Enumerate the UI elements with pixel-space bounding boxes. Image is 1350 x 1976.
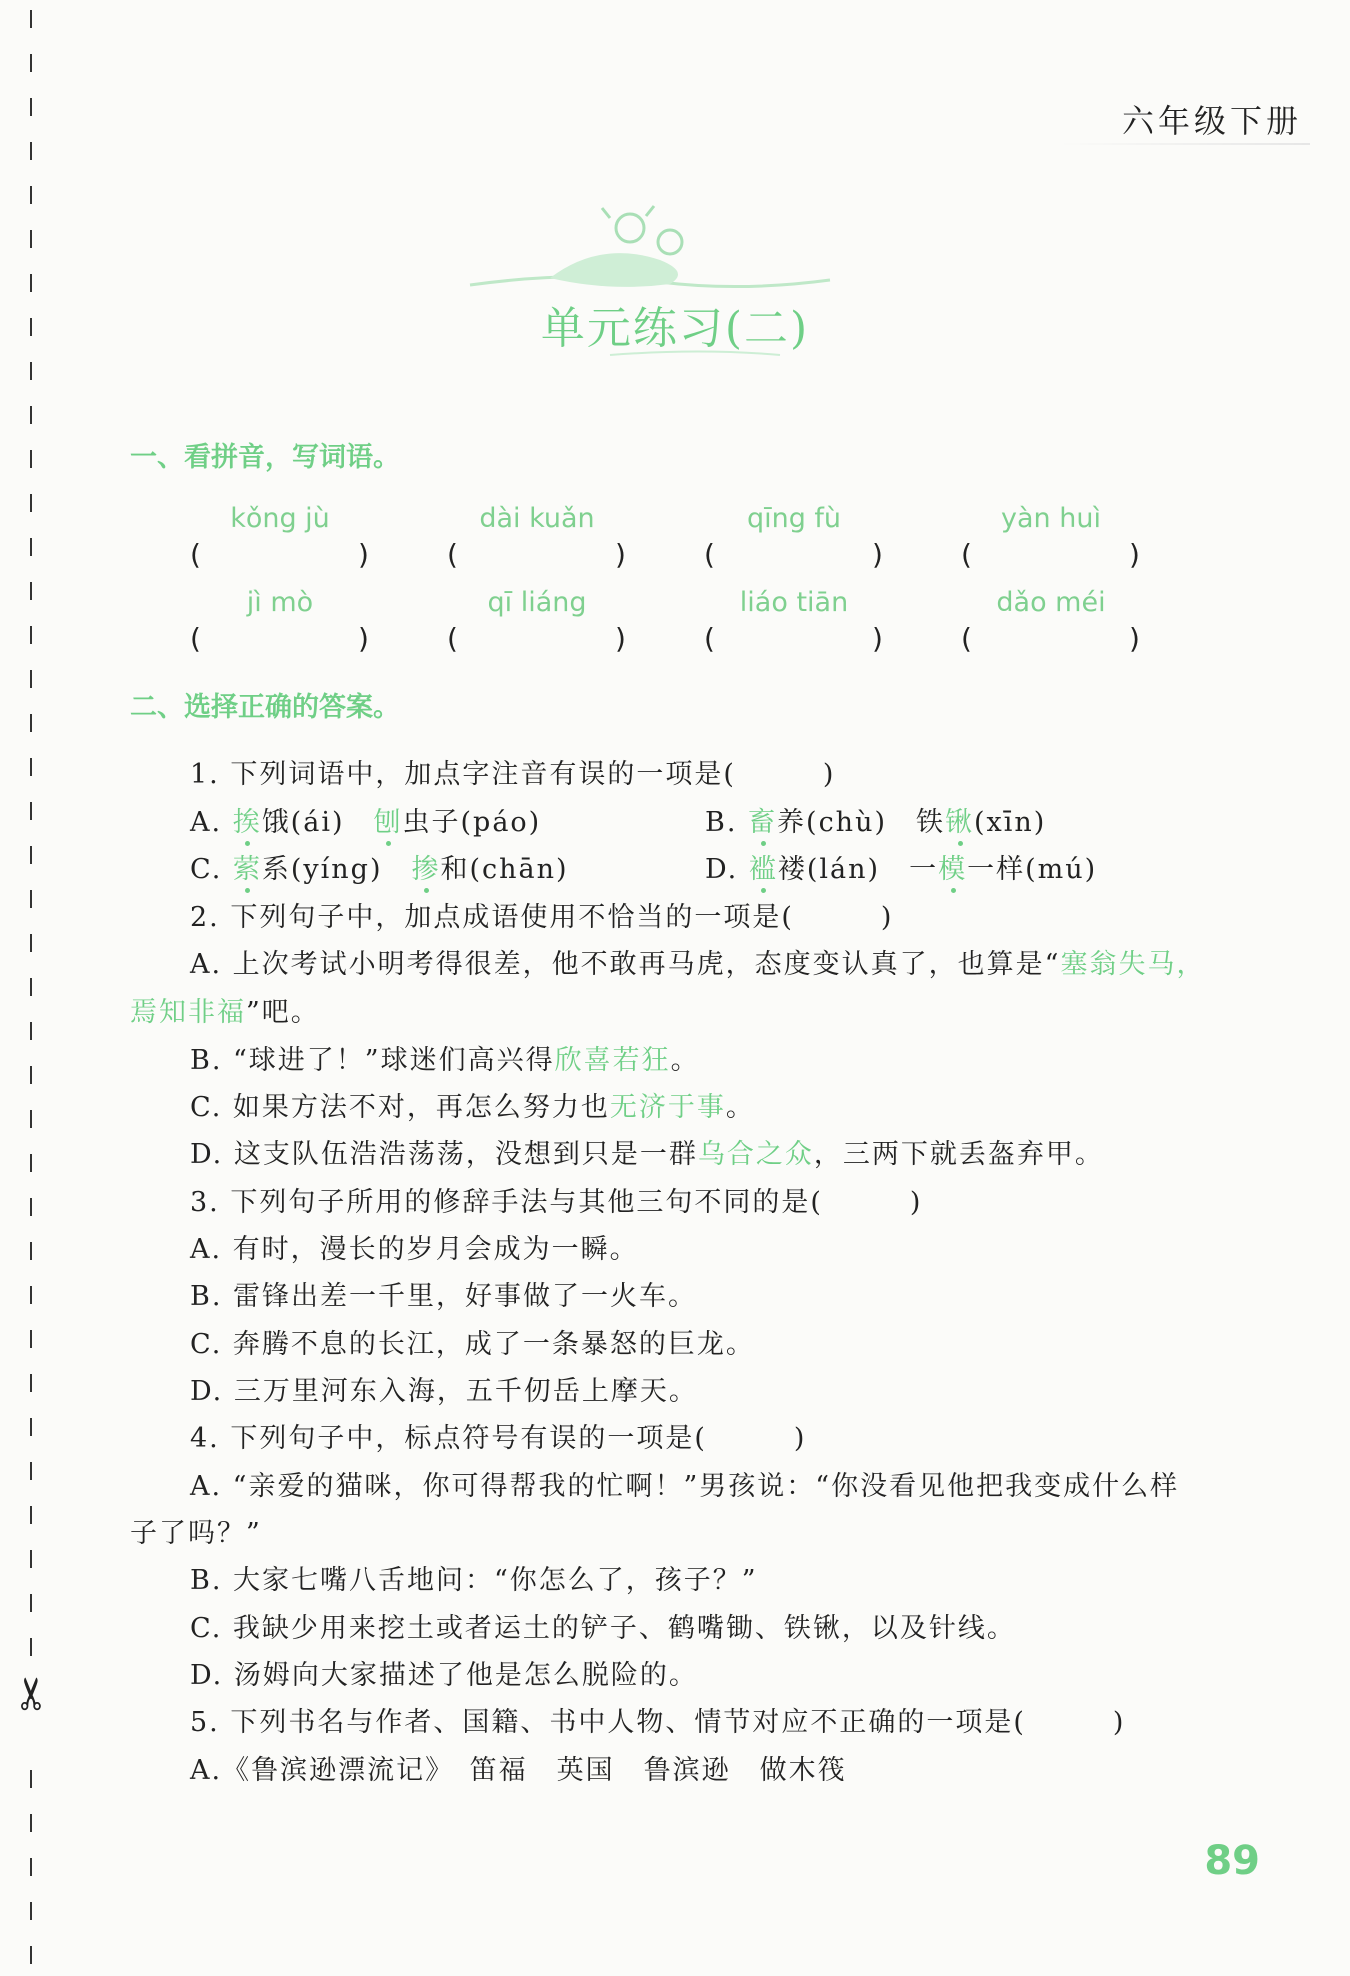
cut-line-dash bbox=[30, 1154, 32, 1172]
cut-line-dash bbox=[30, 274, 32, 292]
cut-line-dash bbox=[30, 1242, 32, 1260]
cut-line-dash bbox=[30, 714, 32, 732]
q5-option-a[interactable]: A.《鲁滨逊漂流记》 笛福 英国 鲁滨逊 做木筏 bbox=[190, 1755, 847, 1786]
pinyin-item: qī liáng bbox=[487, 587, 587, 618]
idiom-highlight: 无济于事 bbox=[609, 1092, 726, 1123]
cut-line-dash bbox=[30, 978, 32, 996]
cut-line-dash bbox=[30, 890, 32, 908]
cut-line-dash bbox=[30, 802, 32, 820]
cut-line-dash bbox=[30, 362, 32, 380]
pinyin-item: yàn huì bbox=[1001, 503, 1101, 534]
cut-line-dash bbox=[30, 1550, 32, 1568]
cut-line-dash bbox=[30, 1462, 32, 1480]
grade-label: 六年级下册 bbox=[1121, 102, 1302, 140]
cut-line-dash bbox=[30, 582, 32, 600]
cut-line-dash bbox=[30, 1858, 32, 1876]
q2-option-c[interactable]: C. 如果方法不对，再怎么努力也无济于事。 bbox=[190, 1092, 755, 1123]
section1-title: 一、看拼音，写词语。 bbox=[130, 442, 400, 473]
unit-title: 单元练习(二) bbox=[540, 303, 810, 354]
cut-line-dash bbox=[30, 1814, 32, 1832]
question-2-stem: 2. 下列句子中，加点成语使用不恰当的一项是( ) bbox=[190, 902, 894, 933]
q3-option-b[interactable]: B. 雷锋出差一千里，好事做了一火车。 bbox=[190, 1281, 698, 1312]
q2-option-d[interactable]: D. 这支队伍浩浩荡荡，没想到只是一群乌合之众，三两下就丢盔弃甲。 bbox=[190, 1139, 1104, 1170]
header-rule bbox=[1060, 143, 1310, 145]
cut-line-dash bbox=[30, 186, 32, 204]
cut-line-dash bbox=[30, 1418, 32, 1436]
cut-line-dash bbox=[30, 230, 32, 248]
q2-option-b[interactable]: B. “球进了！”球迷们高兴得欣喜若狂。 bbox=[190, 1045, 700, 1076]
cut-line-dash bbox=[30, 1110, 32, 1128]
cut-line-dash bbox=[30, 1198, 32, 1216]
cut-line-dash bbox=[30, 1286, 32, 1304]
cut-line-dash bbox=[30, 670, 32, 688]
idiom-highlight: 焉知非福 bbox=[130, 997, 246, 1028]
idiom-highlight: 塞翁失马， bbox=[1060, 949, 1206, 980]
pinyin-item: liáo tiān bbox=[739, 587, 849, 618]
cut-line-dash bbox=[30, 1902, 32, 1920]
q3-option-c[interactable]: C. 奔腾不息的长江，成了一条暴怒的巨龙。 bbox=[190, 1329, 755, 1360]
scissors-icon: ✂ bbox=[6, 1675, 58, 1712]
q4-option-d[interactable]: D. 汤姆向大家描述了他是怎么脱险的。 bbox=[190, 1660, 698, 1691]
pinyin-item: kǒng jù bbox=[230, 503, 330, 534]
q2-option-a[interactable]: A. 上次考试小明考得很差，他不敢再马虎，态度变认真了，也算是“塞翁失马， bbox=[190, 949, 1206, 980]
question-4-stem: 4. 下列句子中，标点符号有误的一项是( ) bbox=[190, 1423, 807, 1454]
cut-line-dash bbox=[30, 1770, 32, 1788]
q4-option-c[interactable]: C. 我缺少用来挖土或者运土的铲子、鹤嘴锄、铁锹，以及针线。 bbox=[190, 1613, 1016, 1644]
cut-line-dash bbox=[30, 10, 32, 28]
cut-line-dash bbox=[30, 1330, 32, 1348]
cut-line-dash bbox=[30, 450, 32, 468]
q1-option-d[interactable]: D. 褴褛(lán) 一模一样(mú) bbox=[705, 854, 1098, 885]
cut-line-dash bbox=[30, 494, 32, 512]
q3-option-a[interactable]: A. 有时，漫长的岁月会成为一瞬。 bbox=[190, 1234, 639, 1265]
idiom-highlight: 欣喜若狂 bbox=[554, 1045, 671, 1076]
cut-line-dash bbox=[30, 1946, 32, 1964]
question-5-stem: 5. 下列书名与作者、国籍、书中人物、情节对应不正确的一项是( ) bbox=[190, 1707, 1126, 1738]
cut-line-dash bbox=[30, 1374, 32, 1392]
cut-line-dash bbox=[30, 1022, 32, 1040]
cut-line-dash bbox=[30, 934, 32, 952]
page-number: 89 bbox=[1204, 1838, 1260, 1884]
cut-line-dash bbox=[30, 406, 32, 424]
pinyin-item: jì mò bbox=[246, 587, 314, 618]
q1-option-a[interactable]: A. 挨饿(ái) 刨虫子(páo) bbox=[190, 807, 542, 838]
idiom-highlight: 乌合之众 bbox=[697, 1139, 814, 1170]
q1-option-c[interactable]: C. 萦系(yíng) 掺和(chān) bbox=[190, 854, 569, 885]
question-3-stem: 3. 下列句子所用的修辞手法与其他三句不同的是( ) bbox=[190, 1187, 923, 1218]
cut-line-dash bbox=[30, 1066, 32, 1084]
pinyin-item: qīng fù bbox=[746, 503, 842, 534]
q2-option-a-continued: 焉知非福”吧。 bbox=[130, 997, 320, 1028]
q4-option-b[interactable]: B. 大家七嘴八舌地问：“你怎么了，孩子？” bbox=[190, 1565, 758, 1596]
cut-line-dash bbox=[30, 54, 32, 72]
q4-option-a-continued: 子了吗？” bbox=[130, 1518, 262, 1549]
q3-option-d[interactable]: D. 三万里河东入海，五千仞岳上摩天。 bbox=[190, 1376, 698, 1407]
cut-line-dash bbox=[30, 1594, 32, 1612]
q4-option-a[interactable]: A. “亲爱的猫咪，你可得帮我的忙啊！”男孩说：“你没看见他把我变成什么样 bbox=[190, 1471, 1180, 1502]
cut-line-dash bbox=[30, 1506, 32, 1524]
cut-line-dash bbox=[30, 846, 32, 864]
cut-line-dash bbox=[30, 1638, 32, 1656]
pinyin-item: dài kuǎn bbox=[479, 503, 595, 534]
q1-option-b[interactable]: B. 畜养(chù) 铁锹(xīn) bbox=[705, 807, 1047, 838]
cut-line-dash bbox=[30, 626, 32, 644]
pinyin-item: dǎo méi bbox=[996, 587, 1106, 618]
cut-line-dash bbox=[30, 758, 32, 776]
section2-title: 二、选择正确的答案。 bbox=[130, 692, 400, 723]
cut-line-dash bbox=[30, 98, 32, 116]
cut-line-dash bbox=[30, 142, 32, 160]
question-1-stem: 1. 下列词语中，加点字注音有误的一项是( ) bbox=[190, 759, 836, 790]
cut-line-dash bbox=[30, 538, 32, 556]
